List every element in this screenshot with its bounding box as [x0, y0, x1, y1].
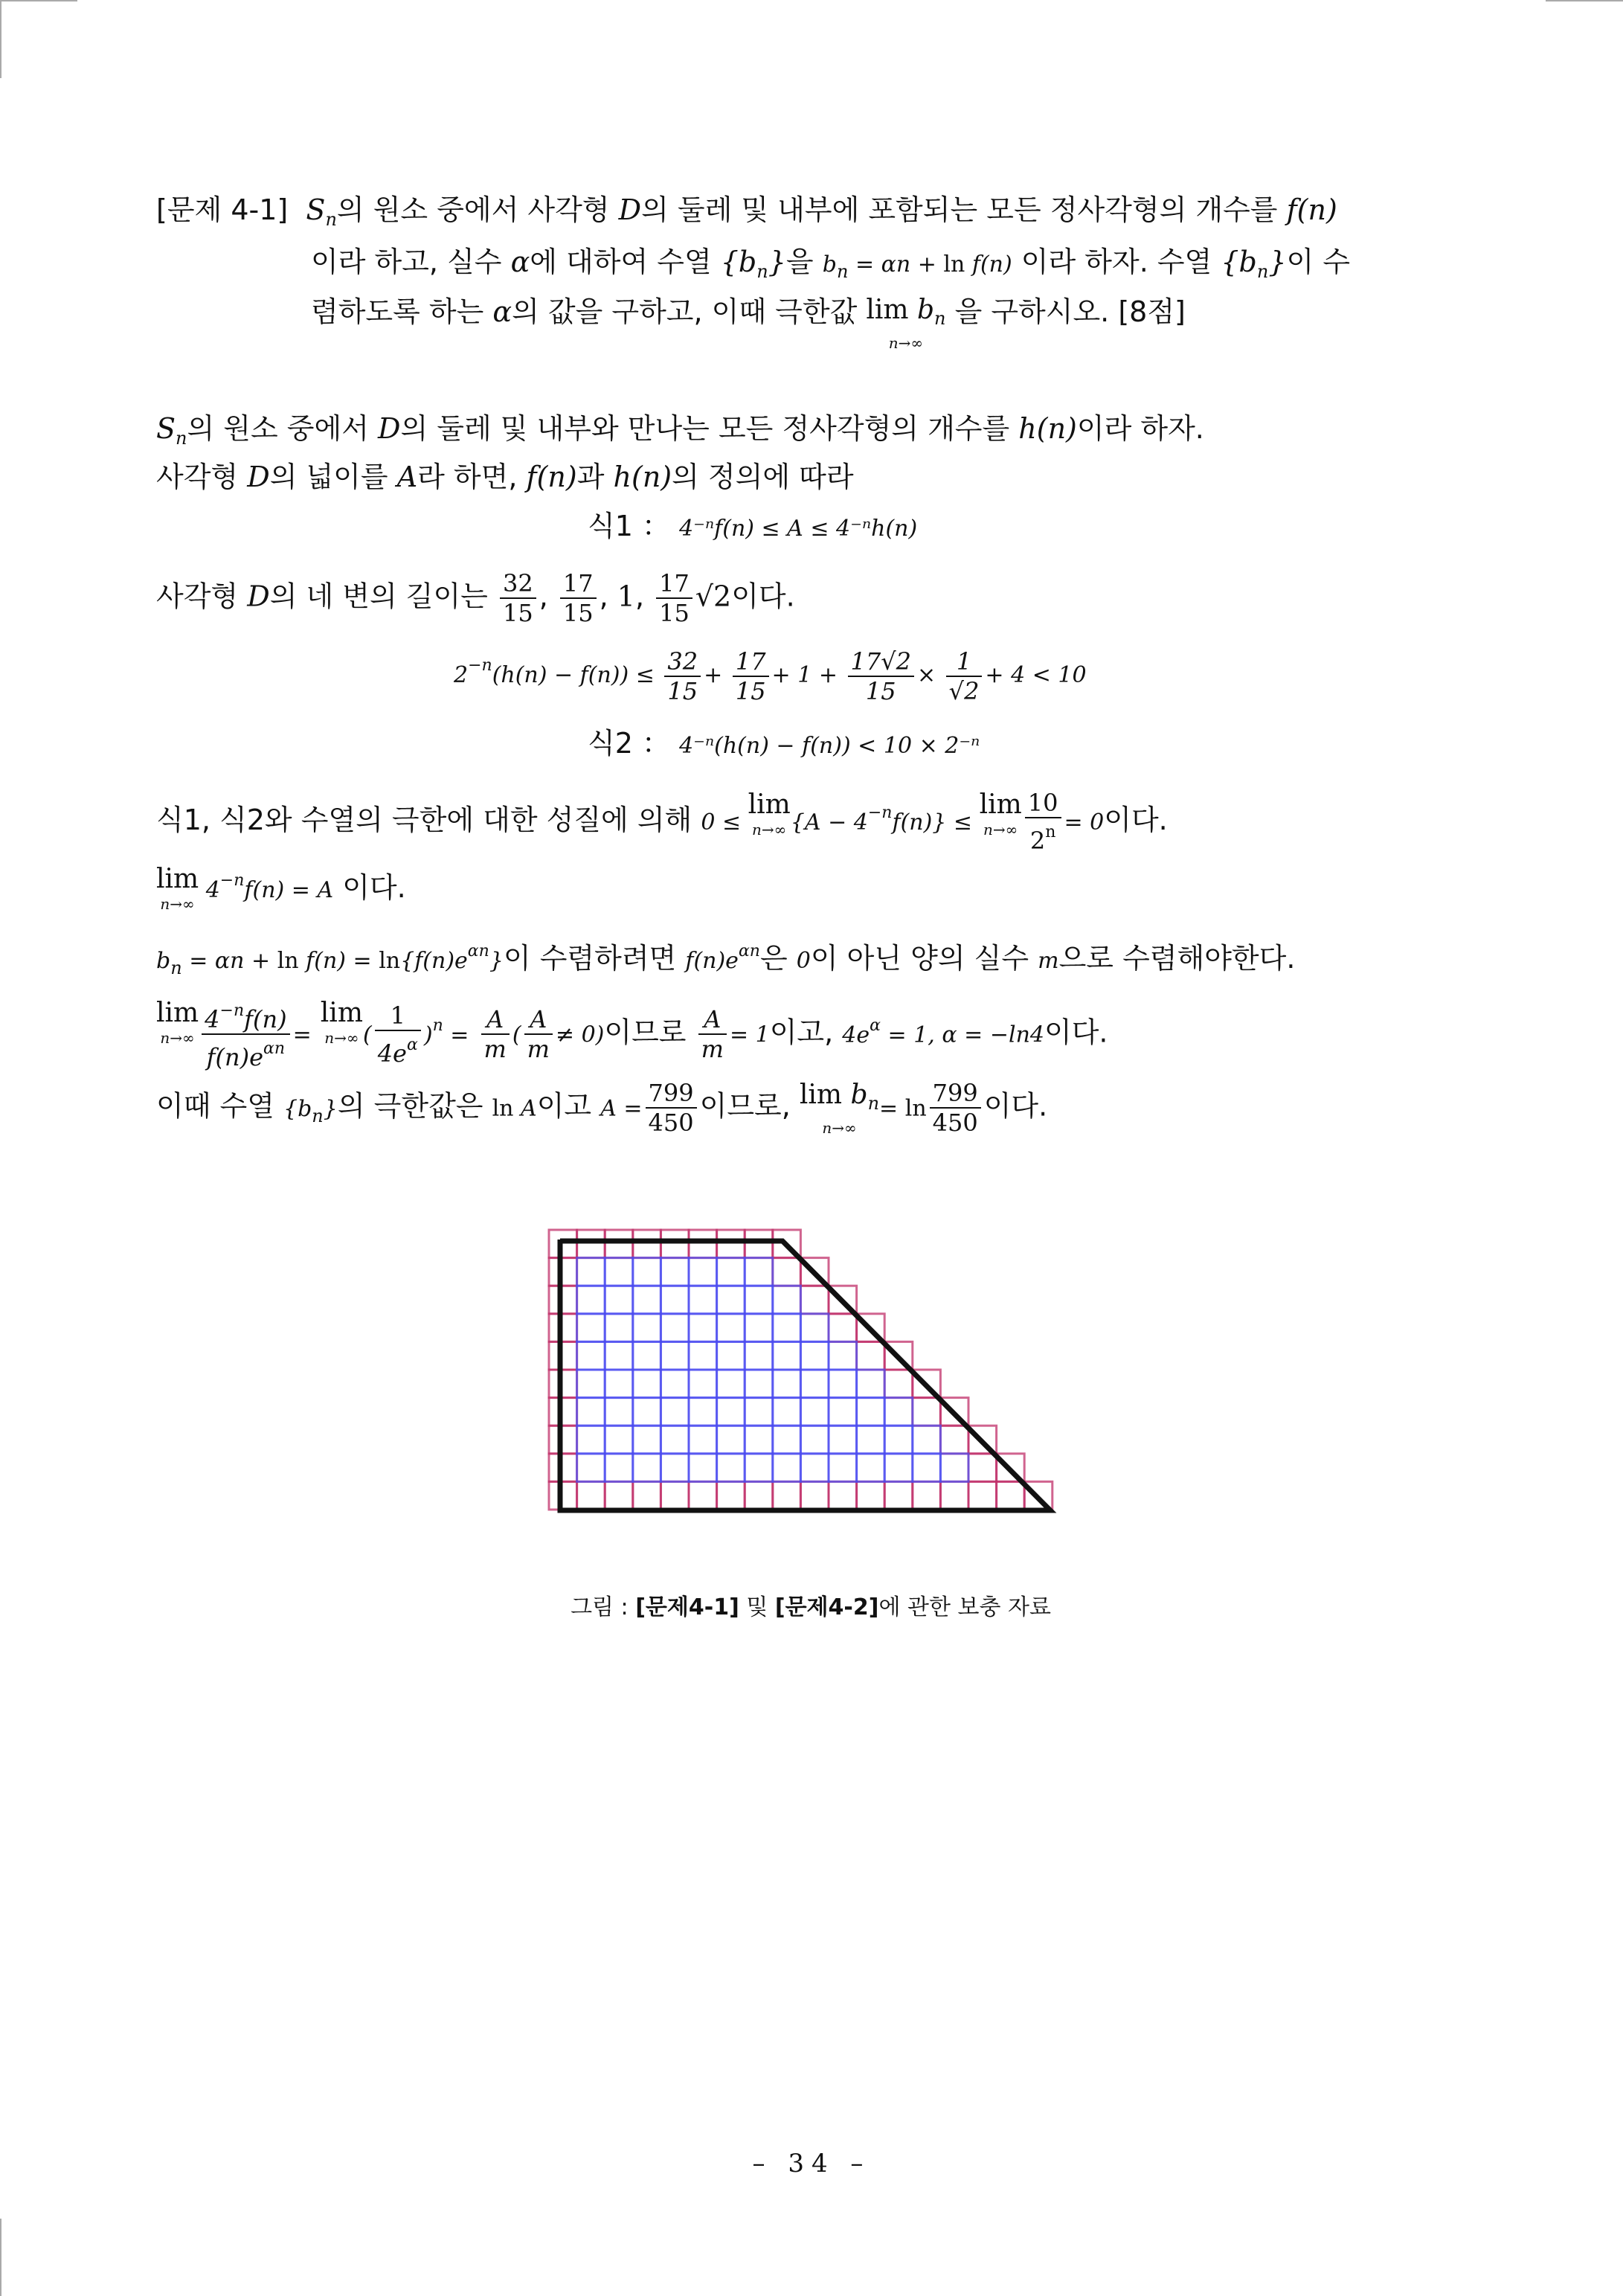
math-alpha: α — [510, 246, 530, 278]
equation-2: 식2 ： 4⁻ⁿ(h(n) − f(n)) < 10 × 2⁻ⁿ — [588, 727, 980, 760]
math-bn-set: $\{b_n\}$ — [720, 246, 786, 282]
alpha-result: α = −ln4 — [942, 1022, 1044, 1048]
solution-p1: $S_n$의 원소 중에서 D의 둘레 및 내부와 만나는 모든 정사각형의 개수를 h(n)이라 하자. — [156, 412, 1204, 449]
page-border-top-left — [0, 0, 77, 1]
solution-p6: $b_n = \alpha n + \ln f(n) = \ln\{f(n)e^{\alpha n}\}$이 수렴하려면 $f(n)e^{\alpha n}$은 0이 아닌 양의 실수 m으로 수렴해야한다. — [156, 942, 1296, 978]
problem-line-1: [문제 4-1] $S_n$의 원소 중에서 사각형 D의 둘레 및 내부에 포함되는 모든 정사각형의 개수를 f(n) — [156, 193, 1337, 230]
solution-p8: 이때 수열 $\{b_n\}$의 극한값은 ln A이고 A = $\frac{799}{450}$ 이므로, $\lim b_n$ n→∞ = ln $\frac{799}{450}$ 이다. — [156, 1079, 1048, 1137]
page-number: – 34 – — [752, 2149, 871, 2178]
problem-label: [문제 4-1] — [156, 193, 289, 226]
page-border-left — [0, 0, 1, 78]
problem-line-3: 렴하도록 하는 α의 값을 구하고, 이때 극한값 $\lim b_n$ n→∞ 을 구하시오. [8점] — [311, 295, 1186, 352]
solution-p4: 식1, 식2와 수열의 극한에 대한 성질에 의해 0 ≤ lim n→∞ $\{A - 4^{-n}f(n)\}$ ≤ lim n→∞ $\frac{10}{2^n}$ = 0이다. — [156, 789, 1168, 855]
solution-p3: 사각형 D의 네 변의 길이는 $\frac{32}{15}$ , $\frac{17}{15}$ , 1, $\frac{17}{15}$ √2이다. — [156, 569, 795, 627]
math-fn: f(n) — [1286, 193, 1337, 226]
problem-line-2: 이라 하고, 실수 α에 대하여 수열 $\{b_n\}$을 $b_n = \alpha n + \ln f(n)$ 이라 하자. 수열 $\{b_n\}$이 수 — [311, 246, 1351, 282]
page-border-bottom-left — [0, 2219, 1, 2296]
solution-p5: lim n→∞ $4^{-n}f(n) = A$ 이다. — [156, 864, 406, 913]
points-badge: [8점] — [1118, 295, 1186, 328]
solution-p2: 사각형 D의 넓이를 A라 하면, f(n)과 h(n)의 정의에 따라 — [156, 461, 854, 493]
math-Sn: $S_n$ — [306, 193, 337, 230]
figure-caption: 그림 : [문제4-1] 및 [문제4-2]에 관한 보충 자료 — [571, 1594, 1051, 1620]
equation-1: 식1 ： 4⁻ⁿf(n) ≤ A ≤ 4⁻ⁿh(n) — [588, 510, 918, 542]
math-bn-def: $b_n = \alpha n + \ln f(n)$ — [822, 251, 1012, 282]
inequality: $2^{-n}(h(n) - f(n))$ ≤ $\frac{32}{15}$ + $\frac{17}{15}$ + 1 + $\frac{17√2}{15}$ × $\frac{1}{√2}$ + 4 < 10 — [454, 647, 1087, 705]
math-lim: $\lim b_n$ n→∞ — [866, 295, 946, 352]
grid-figure — [536, 1213, 1071, 1570]
solution-p7: lim n→∞ $\frac{4^{-n}f(n)}{f(n)e^{\alpha n}}$ = lim n→∞ ( $\frac{1}{4e^\alpha}$ )$^n$ = $\frac{A}{m}$ ( $\frac{A}{m}$ ≠ 0)이므로 $\frac{A}{m}$ = 1이고, $4e^\alpha = 1$, α = −ln4이다. — [156, 998, 1108, 1071]
math-D: D — [618, 193, 642, 226]
page-border-top-right — [1546, 0, 1623, 1]
